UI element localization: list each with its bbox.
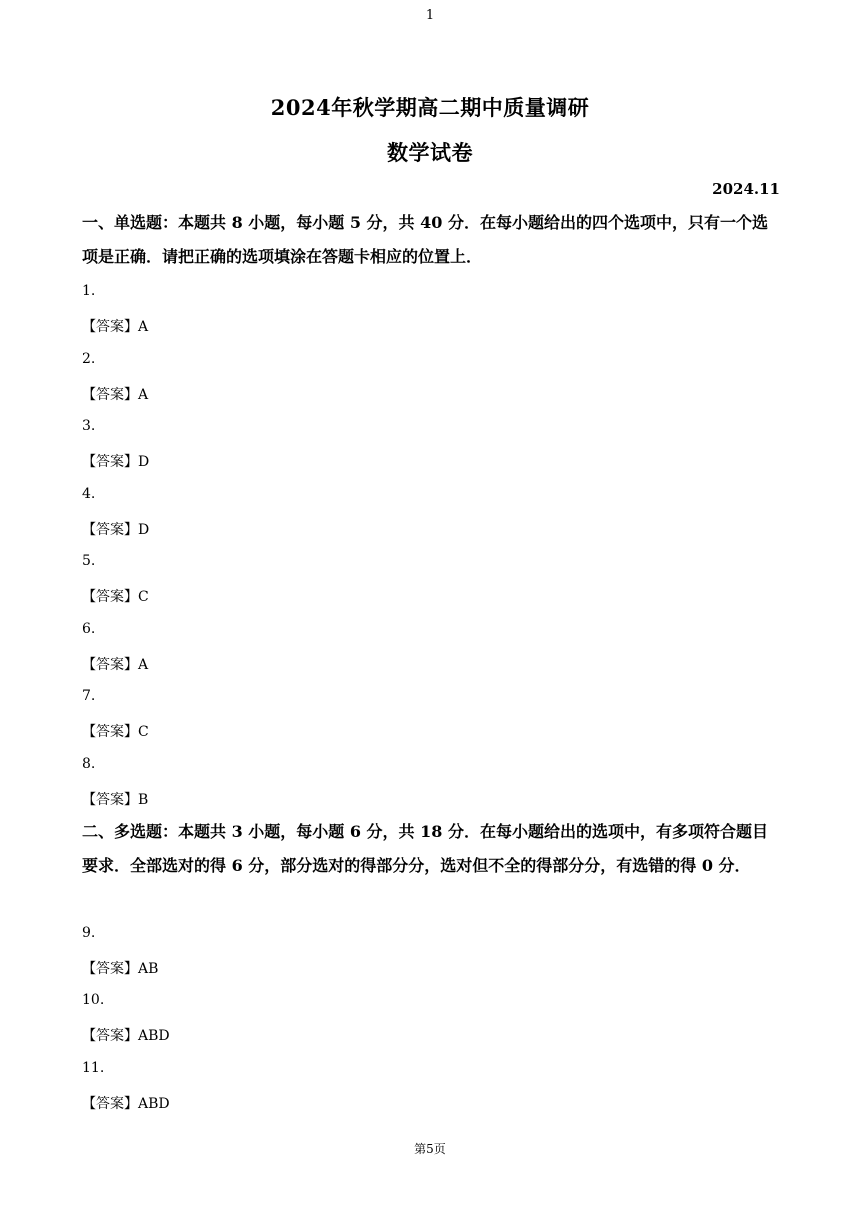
answer-label: 【答案】	[82, 1096, 138, 1112]
answer-line	[82, 958, 158, 978]
question-number: 9.	[82, 925, 96, 941]
answer-label: 【答案】	[82, 724, 138, 740]
answer-value: D	[138, 522, 150, 538]
answer-label: 【答案】	[82, 589, 138, 605]
answer-label: 【答案】	[82, 792, 138, 808]
answer-value: ABD	[138, 1028, 170, 1044]
answer-line	[82, 586, 149, 606]
answer-value: AB	[138, 961, 159, 977]
answer-value: ABD	[138, 1096, 170, 1112]
answer-value: C	[138, 589, 149, 605]
answer-line	[82, 1093, 170, 1113]
answer-line	[82, 654, 148, 674]
question-number: 2.	[82, 351, 96, 367]
answer-value: D	[138, 454, 150, 470]
document-date: 2024.11	[712, 180, 780, 198]
answer-value: A	[138, 387, 149, 403]
question-number: 11.	[82, 1060, 105, 1076]
document-title: 2024年秋学期高二期中质量调研	[270, 95, 590, 120]
question-number: 6.	[82, 621, 96, 637]
document-subtitle: 数学试卷	[387, 140, 473, 165]
answer-label: 【答案】	[82, 387, 138, 403]
question-number: 8.	[82, 756, 96, 772]
answer-line	[82, 789, 148, 809]
answer-line	[82, 451, 149, 471]
question-number: 10.	[82, 992, 105, 1008]
answer-label: 【答案】	[82, 454, 138, 470]
question-number: 3.	[82, 418, 96, 434]
page-footer: 第5页	[414, 1142, 446, 1156]
answer-value: A	[138, 657, 149, 673]
page-marker: 1	[425, 8, 435, 23]
answer-line	[82, 1025, 170, 1045]
section-heading-multiple-choice: 二、多选题：本题共 3 小题，每小题 6 分，共 18 分．在每小题给出的选项中，有多项符合题目要求．全部选对的得 6 分，部分选对的得部分分，选对但不全的得部分分，有选错的得 0 分．	[82, 822, 768, 875]
question-number: 1.	[82, 283, 96, 299]
answer-line	[82, 316, 148, 336]
answer-value: B	[138, 792, 149, 808]
answer-label: 【答案】	[82, 961, 138, 977]
section-heading-single-choice: 一、单选题：本题共 8 小题，每小题 5 分，共 40 分．在每小题给出的四个选项中，只有一个选项是正确．请把正确的选项填涂在答题卡相应的位置上．	[82, 213, 768, 266]
question-number: 7.	[82, 688, 96, 704]
question-number: 4.	[82, 486, 96, 502]
answer-label: 【答案】	[82, 319, 138, 335]
answer-label: 【答案】	[82, 1028, 138, 1044]
answer-label: 【答案】	[82, 522, 138, 538]
answer-value: C	[138, 724, 149, 740]
answer-label: 【答案】	[82, 657, 138, 673]
question-number: 5.	[82, 553, 96, 569]
answer-value: A	[138, 319, 149, 335]
answer-line	[82, 384, 148, 404]
answer-line	[82, 519, 149, 539]
answer-line	[82, 721, 149, 741]
